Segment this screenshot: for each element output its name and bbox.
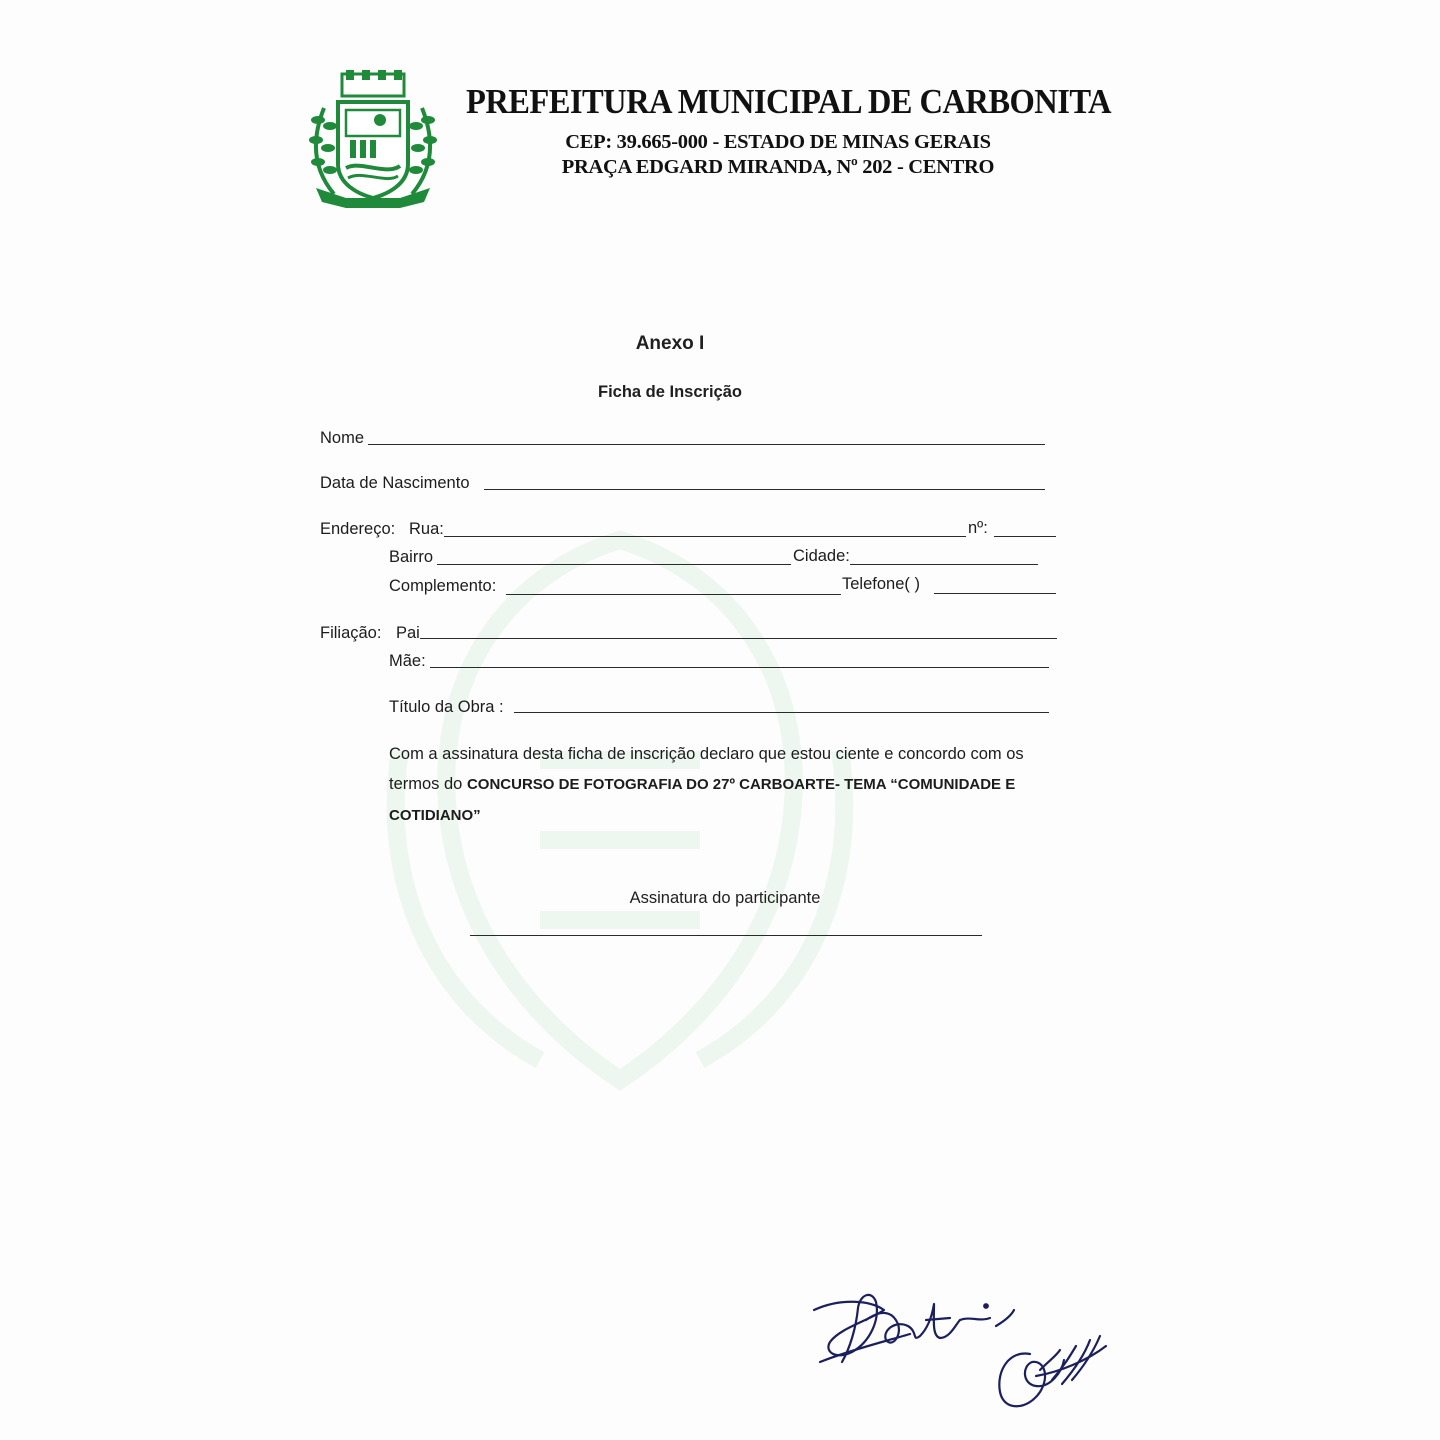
signature-label: Assinatura do participante: [629, 889, 821, 907]
rua-label: Rua:: [409, 520, 444, 538]
header-address-line: PRAÇA EDGARD MIRANDA, Nº 202 - CENTRO: [561, 156, 995, 178]
bairro-field[interactable]: [437, 564, 791, 565]
telefone-field[interactable]: [934, 593, 1056, 594]
endereco-label: Endereço:: [320, 520, 396, 538]
pai-label: Pai: [396, 624, 420, 642]
municipal-crest-icon: [306, 68, 440, 210]
municipality-title: PREFEITURA MUNICIPAL DE CARBONITA: [466, 82, 1112, 121]
declaration-paragraph: [389, 739, 1069, 831]
rua-field[interactable]: [444, 536, 966, 537]
mae-label: Mãe:: [389, 652, 426, 670]
numero-field[interactable]: [994, 536, 1056, 537]
signature-field[interactable]: [470, 935, 982, 936]
telefone-label: Telefone( ): [842, 575, 920, 593]
cidade-field[interactable]: [850, 564, 1038, 565]
handwritten-signature-icon: [800, 1280, 1120, 1420]
pai-field[interactable]: [420, 638, 1057, 639]
mae-field[interactable]: [430, 667, 1049, 668]
numero-label: nº:: [968, 519, 988, 537]
titulo-obra-label: Título da Obra :: [389, 698, 504, 716]
cidade-label: Cidade:: [793, 547, 850, 565]
annex-title: Anexo I: [635, 333, 705, 354]
complemento-field[interactable]: [506, 594, 841, 595]
nascimento-field[interactable]: [484, 489, 1045, 490]
declaration-contest-name: CONCURSO DE FOTOGRAFIA DO 27º CARBOARTE- TEMA “COMUNIDADE E COTIDIANO”: [389, 776, 1016, 824]
titulo-obra-field[interactable]: [514, 712, 1049, 713]
nome-label: Nome: [320, 429, 365, 447]
header-cep-line: CEP: 39.665-000 - ESTADO DE MINAS GERAIS: [565, 131, 991, 153]
nome-field[interactable]: [368, 444, 1045, 445]
declaration-text: Com a assinatura desta ficha de inscrição declaro que estou ciente e concordo com os termos do: [389, 745, 1024, 793]
form-subtitle: Ficha de Inscrição: [598, 383, 742, 401]
filiacao-label: Filiação:: [320, 624, 382, 642]
complemento-label: Complemento:: [389, 577, 497, 595]
bairro-label: Bairro: [389, 548, 434, 566]
nascimento-label: Data de Nascimento: [320, 474, 470, 492]
